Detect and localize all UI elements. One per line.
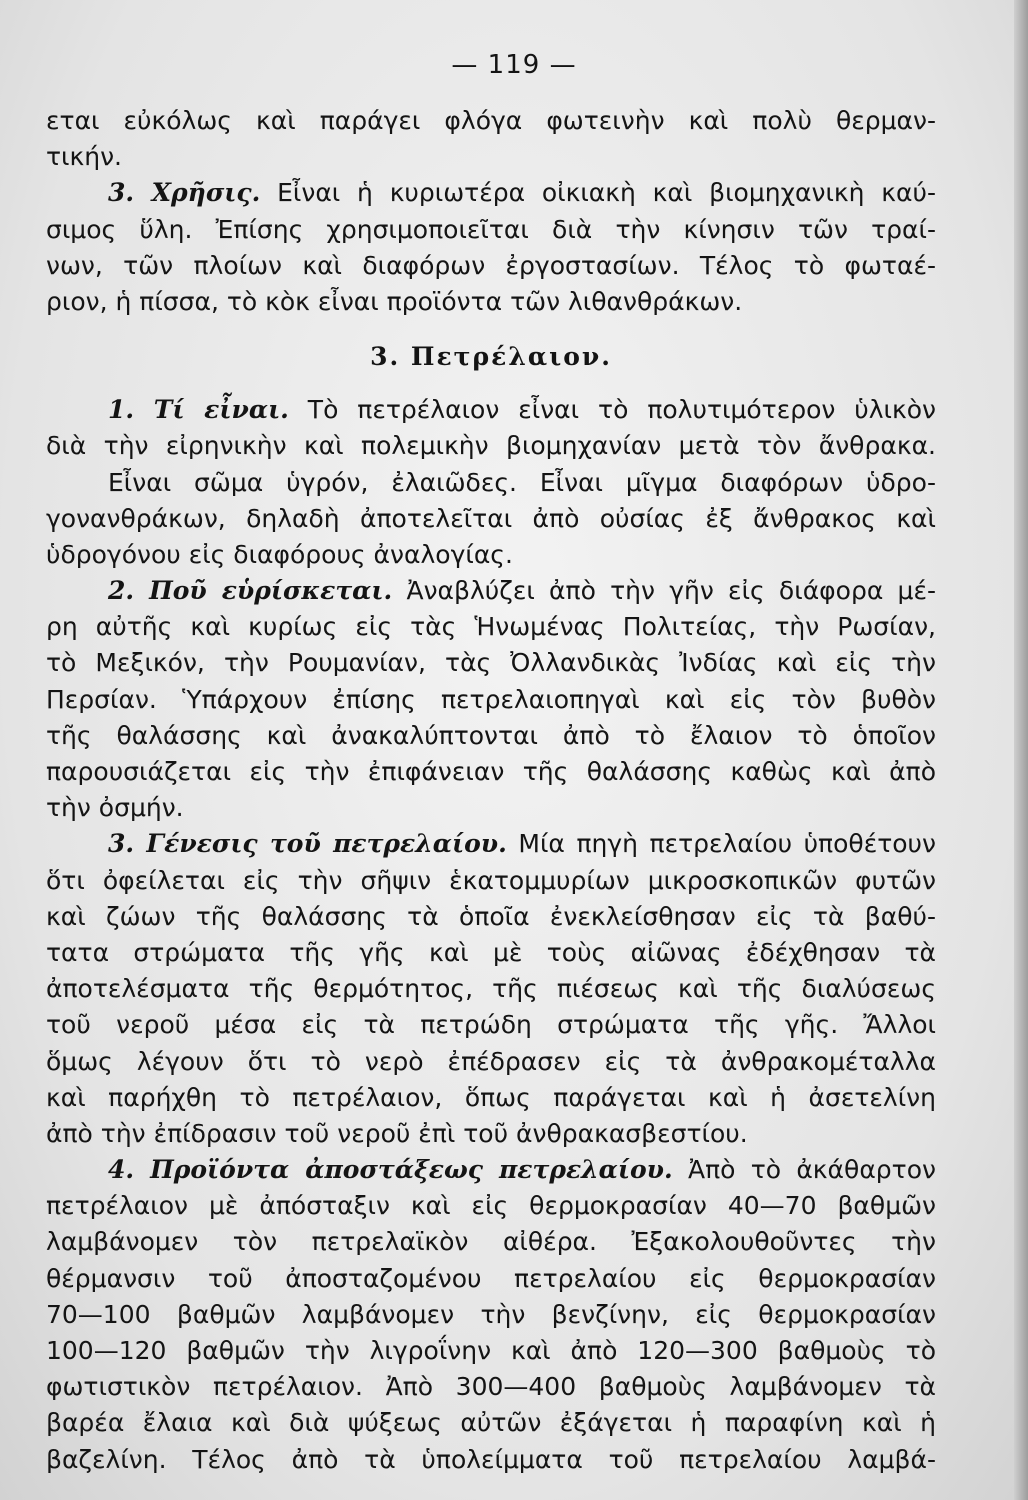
text-line [46, 175, 936, 211]
text-line [46, 1369, 936, 1405]
line-text: τῆς θαλάσσης καὶ ἀνακαλύπτονται ἀπὸ τὸ ἔλαιον τὸ ὁποῖον [46, 720, 936, 750]
text-line [46, 1224, 936, 1260]
text-line [46, 1442, 936, 1478]
text-line [46, 1080, 936, 1116]
line-text: καὶ παρήχθη τὸ πετρέλαιον, ὅπως παράγεται καὶ ἡ ἀσετελίνη [46, 1082, 936, 1112]
section-heading-row [46, 320, 936, 392]
text-line [46, 465, 936, 501]
line-text: Περσίαν. Ὑπάρχουν ἐπίσης πετρελαιοπηγαὶ καὶ εἰς τὸν βυθὸν [46, 684, 936, 714]
text-line [46, 1188, 936, 1224]
line-text: πετρέλαιον μὲ ἀπόσταξιν καὶ εἰς θερμοκρασίαν 40—70 βαθμῶν [46, 1191, 936, 1221]
text-line [46, 1261, 936, 1297]
line-text: ὅμως λέγουν ὅτι τὸ νερὸ ἐπέδρασεν εἰς τὰ ἀνθρακομέταλλα [46, 1046, 936, 1076]
line-text: 70—100 βαθμῶν λαμβάνομεν τὴν βενζίνην, εἰς θερμοκρασίαν [46, 1299, 936, 1329]
line-text: θέρμανσιν τοῦ ἀποσταζομένου πετρελαίου εἰς θερμοκρασίαν [46, 1263, 936, 1293]
text-line [46, 392, 936, 428]
paragraph-keyword: 3. Χρῆσις. [108, 178, 261, 208]
line-text: σιμος ὕλη. Ἐπίσης χρησιμοποιεῖται διὰ τὴν κίνησιν τῶν τραί- [46, 214, 936, 244]
text-line [46, 609, 936, 645]
line-text: ριον, ἡ πίσσα, τὸ κὸκ εἶναι προϊόντα τῶν λιθανθράκων. [46, 286, 743, 316]
text-line [46, 1405, 936, 1441]
line-text: Μία πηγὴ πετρελαίου ὑποθέτουν [506, 829, 936, 859]
text-line [46, 1297, 936, 1333]
line-text: ὅτι ὀφείλεται εἰς τὴν σῆψιν ἑκατομμυρίων μικροσκοπικῶν φυτῶν [46, 865, 936, 895]
line-text: τικήν. [46, 142, 123, 172]
body-text [46, 103, 936, 1478]
paragraph-keyword: 4. Προϊόντα ἀποστάξεως πετρελαίου. [108, 1155, 673, 1185]
text-line [46, 248, 936, 284]
text-line [46, 935, 936, 971]
text-line [46, 826, 936, 862]
line-text: τοῦ νεροῦ μέσα εἰς τὰ πετρώδη στρώματα τῆς γῆς. Ἄλλοι [46, 1010, 936, 1040]
text-line [46, 899, 936, 935]
text-line [46, 139, 936, 175]
line-text: βαζελίνη. Τέλος ἀπὸ τὰ ὑπολείμματα τοῦ πετρελαίου λαμβά- [46, 1444, 936, 1474]
line-text: νων, τῶν πλοίων καὶ διαφόρων ἐργοστασίων. Τέλος τὸ φωταέ- [46, 250, 936, 280]
text-line [46, 790, 936, 826]
line-text: ρη αὐτῆς καὶ κυρίως εἰς τὰς Ἡνωμένας Πολιτείας, τὴν Ρωσίαν, [46, 612, 936, 642]
paragraph-keyword: 3. Γένεσις τοῦ πετρελαίου. [108, 829, 507, 859]
page-edge-shadow [1014, 0, 1028, 1500]
line-text: διὰ τὴν εἰρηνικὴν καὶ πολεμικὴν βιομηχανίαν μετὰ τὸν ἄνθρακα. [46, 431, 936, 461]
text-line [46, 103, 936, 139]
text-line [46, 428, 936, 464]
text-line [46, 682, 936, 718]
line-text: εται εὐκόλως καὶ παράγει φλόγα φωτεινὴν καὶ πολὺ θερμαν- [46, 106, 936, 135]
line-text: τὸ Μεξικόν, τὴν Ρουμανίαν, τὰς Ὀλλανδικὰς Ἰνδίας καὶ εἰς τὴν [46, 648, 936, 678]
text-line [46, 1044, 936, 1080]
text-line [46, 501, 936, 537]
text-line [46, 212, 936, 248]
text-line [46, 971, 936, 1007]
line-text: βαρέα ἔλαια καὶ διὰ ψύξεως αὐτῶν ἐξάγεται ἡ παραφίνη καὶ ἡ [46, 1408, 936, 1438]
line-text: ὑδρογόνου εἰς διαφόρους ἀναλογίας. [46, 539, 513, 569]
line-text: γονανθράκων, δηλαδὴ ἀποτελεῖται ἀπὸ οὐσίας ἐξ ἄνθρακος καὶ [46, 503, 936, 533]
paragraph-keyword: 1. Τί εἶναι. [108, 395, 289, 425]
line-text: τὴν ὀσμήν. [46, 793, 184, 823]
line-text: παρουσιάζεται εἰς τὴν ἐπιφάνειαν τῆς θαλάσσης καθὼς καὶ ἀπὸ [46, 757, 936, 786]
line-text: Ἀναβλύζει ἀπὸ τὴν γῆν εἰς διάφορα μέ- [392, 576, 936, 606]
page-number: — 119 — [451, 50, 577, 80]
text-line [46, 645, 936, 681]
text-line [46, 863, 936, 899]
line-text: Ἀπὸ τὸ ἀκάθαρτον [672, 1155, 936, 1185]
line-text: Τὸ πετρέλαιον εἶναι τὸ πολυτιμότερον ὑλικὸν [288, 395, 936, 425]
text-line [46, 1007, 936, 1043]
line-text: 100—120 βαθμῶν τὴν λιγροΐνην καὶ ἀπὸ 120—300 βαθμοὺς τὸ [46, 1336, 936, 1365]
text-line [46, 1116, 936, 1152]
text-line [46, 1333, 936, 1369]
line-text: τατα στρώματα τῆς γῆς καὶ μὲ τοὺς αἰῶνας ἐδέχθησαν τὰ [46, 937, 936, 967]
text-line [46, 537, 936, 573]
text-line [46, 284, 936, 320]
line-text: ἀποτελέσματα τῆς θερμότητος, τῆς πιέσεως καὶ τῆς διαλύσεως [46, 974, 936, 1004]
text-line [46, 1152, 936, 1188]
text-line [46, 754, 936, 790]
line-text: καὶ ζώων τῆς θαλάσσης τὰ ὁποῖα ἐνεκλείσθησαν εἰς τὰ βαθύ- [46, 901, 936, 931]
text-line [46, 718, 936, 754]
line-text: Εἶναι σῶμα ὑγρόν, ἐλαιῶδες. Εἶναι μῖγμα διαφόρων ὑδρο- [108, 467, 936, 497]
line-text: ἀπὸ τὴν ἐπίδρασιν τοῦ νεροῦ ἐπὶ τοῦ ἀνθρακασβεστίου. [46, 1118, 748, 1148]
line-text: Εἶναι ἡ κυριωτέρα οἰκιακὴ καὶ βιομηχανικὴ καύ- [260, 178, 936, 208]
line-text: λαμβάνομεν τὸν πετρελαϊκὸν αἰθέρα. Ἐξακολουθοῦντες τὴν [46, 1227, 936, 1257]
text-line [46, 573, 936, 609]
line-text: φωτιστικὸν πετρέλαιον. Ἀπὸ 300—400 βαθμοὺς λαμβάνομεν τὰ [46, 1372, 936, 1402]
paragraph-keyword: 2. Ποῦ εὑρίσκεται. [108, 576, 393, 606]
section-heading: 3. Πετρέλαιον. [370, 341, 612, 371]
